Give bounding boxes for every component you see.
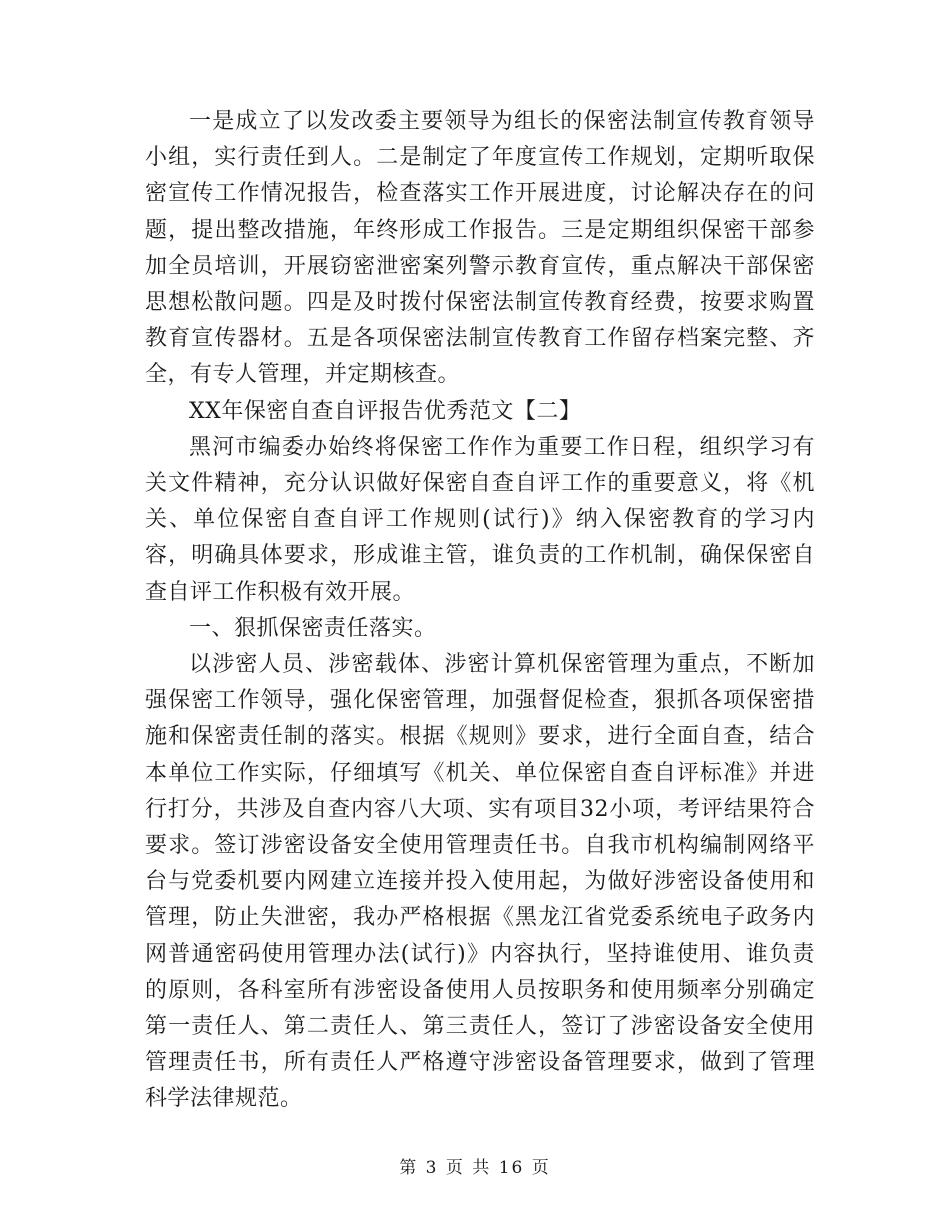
document-body xyxy=(145,104,815,1118)
paragraph-responsibility-details: 以涉密人员、涉密载体、涉密计算机保密管理为重点，不断加强保密工作领导，强化保密管理，加强督促检查，狠抓各项保密措施和保密责任制的落实。根据《规则》要求，进行全面自查，结合本单位工作实际，仔细填写《机关、单位保密自查自评标准》并进行打分，共涉及自查内容八大项、实有项目32小项，考评结果符合要求。签订涉密设备安全使用管理责任书。自我市机构编制网络平台与党委机要内网建立连接并投入使用起，为做好涉密设备使用和管理，防止失泄密，我办严格根据《黑龙江省党委系统电子政务内网普通密码使用管理办法(试行)》内容执行，坚持谁使用、谁负责的原则，各科室所有涉密设备使用人员按职务和使用频率分别确定第一责任人、第二责任人、第三责任人，签订了涉密设备安全使用管理责任书，所有责任人严格遵守涉密设备管理要求，做到了管理科学法律规范。 xyxy=(145,652,815,1112)
section-heading-sample-two: XX年保密自查自评报告优秀范文【二】 xyxy=(189,398,582,424)
paragraph-responsibility-measures: 一是成立了以发改委主要领导为组长的保密法制宣传教育领导小组，实行责任到人。二是制定了年度宣传工作规划，定期听取保密宣传工作情况报告，检查落实工作开展进度，讨论解决存在的问题，提出整改措施，年终形成工作报告。三是定期组织保密干部参加全员培训，开展窃密泄密案列警示教育宣传，重点解决干部保密思想松散问题。四是及时拨付保密法制宣传教育经费，按要求购置教育宣传器材。五是各项保密法制宣传教育工作留存档案完整、齐全，有专人管理，并定期核查。 xyxy=(145,109,815,388)
page-number-footer: 第 3 页 共 16 页 xyxy=(399,1158,551,1178)
subheading-responsibility: 一、狠抓保密责任落实。 xyxy=(189,615,437,641)
paragraph-heihe-office-intro: 黑河市编委办始终将保密工作作为重要工作日程，组织学习有关文件精神，充分认识做好保密自查自评工作的重要意义，将《机关、单位保密自查自评工作规则(试行)》纳入保密教育的学习内容，明确具体要求，形成谁主管，谁负责的工作机制，确保保密自查自评工作积极有效开展。 xyxy=(145,434,815,605)
